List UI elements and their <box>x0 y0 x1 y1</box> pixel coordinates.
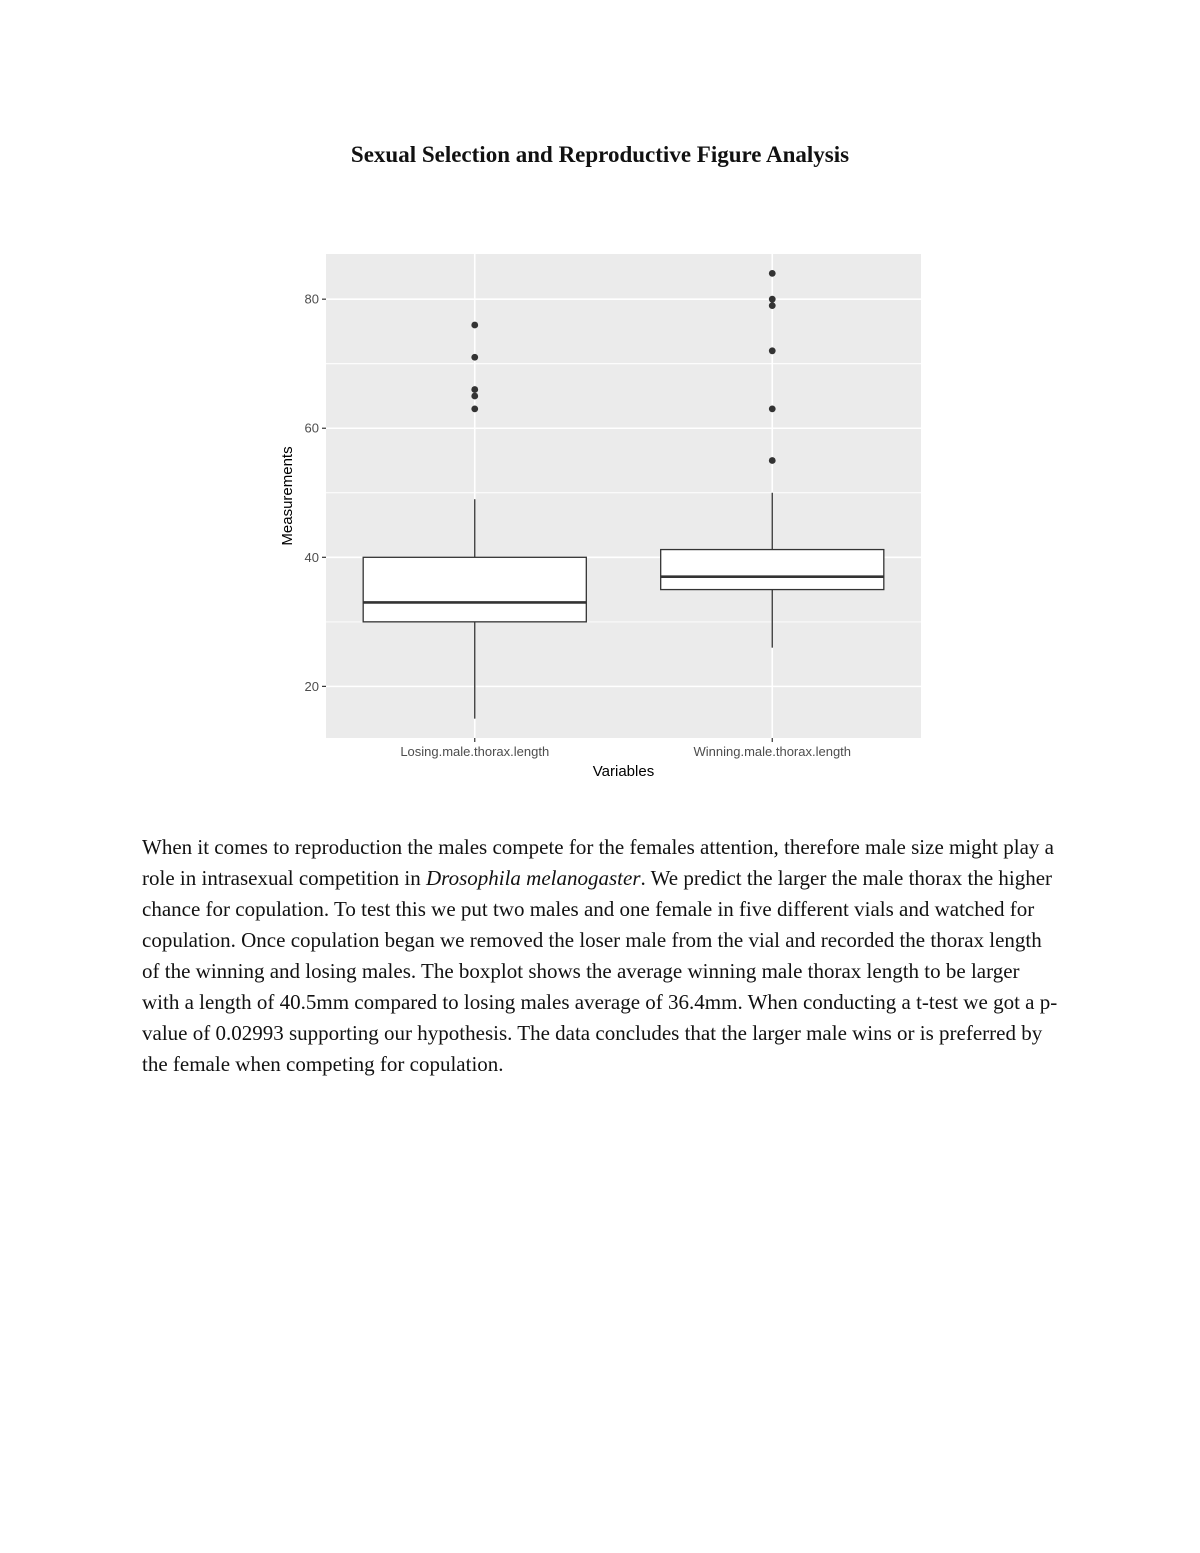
x-tick-label: Winning.male.thorax.length <box>693 744 852 759</box>
outlier-point <box>471 405 478 412</box>
outlier-point <box>471 386 478 393</box>
y-tick-label: 40 <box>304 549 319 565</box>
y-tick-label: 80 <box>304 291 319 307</box>
outlier-point <box>769 302 776 309</box>
outlier-point <box>769 270 776 277</box>
x-axis <box>400 738 851 759</box>
x-axis-label: Variables <box>592 763 655 780</box>
y-tick-label: 60 <box>304 420 319 436</box>
y-tick-label: 20 <box>304 678 319 694</box>
outlier-point <box>471 354 478 361</box>
box-iqr <box>661 550 884 590</box>
analysis-paragraph <box>142 832 1062 1080</box>
paragraph-text-part2: . We predict the larger the male thorax the higher chance for copulation. To test this we put two males and one female in five different vials and watched for copulation. Once copulation began we removed the loser male from the vial and recorded the thorax length of the winning and losing males. The boxplot shows the average winning male thorax length to be larger with a length of 40.5mm compared to losing males average of 36.4mm. When conducting a t-test we got a p-value of 0.02993 supporting our hypothesis. The data concludes that the larger male wins or is preferred by the female when competing for copulation. <box>142 866 1058 1076</box>
species-name: Drosophila melanogaster <box>426 866 641 890</box>
boxplot-chart <box>270 244 930 784</box>
y-axis-label: Measurements <box>279 446 296 546</box>
plot-panel <box>326 254 921 738</box>
outlier-point <box>769 405 776 412</box>
x-tick-label: Losing.male.thorax.length <box>400 744 550 759</box>
box-iqr <box>363 557 586 622</box>
outlier-point <box>769 347 776 354</box>
outlier-point <box>769 296 776 303</box>
boxplot-figure <box>270 244 930 784</box>
outlier-point <box>471 393 478 400</box>
outlier-point <box>471 322 478 329</box>
document-title: Sexual Selection and Reproductive Figure Analysis <box>350 142 850 167</box>
y-axis <box>305 292 326 694</box>
paragraph-text-part1: When it comes to reproduction the males compete for the females attention, therefore male size might play a role in intrasexual competition in <box>142 835 1054 890</box>
outlier-point <box>769 457 776 464</box>
